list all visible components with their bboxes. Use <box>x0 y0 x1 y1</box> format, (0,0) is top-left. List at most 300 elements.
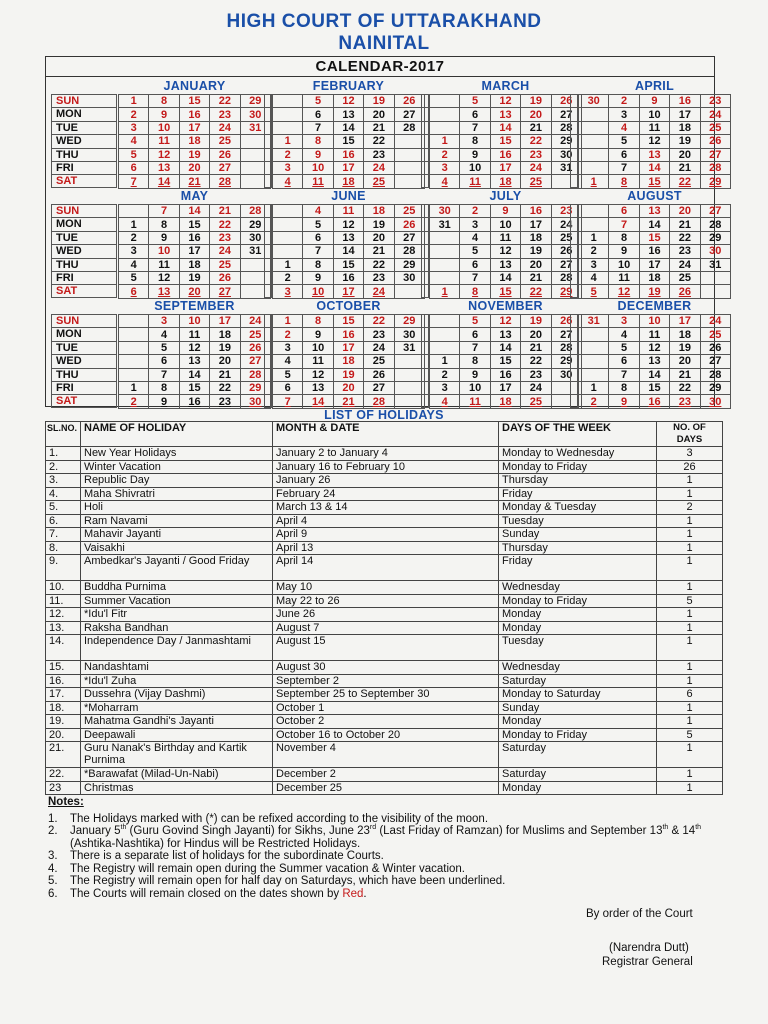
date-cell: 13 <box>333 231 363 244</box>
spacer-cell <box>421 204 429 217</box>
date-cell: 8 <box>149 218 179 231</box>
date-cell: 8 <box>303 258 333 271</box>
holiday-date: August 15 <box>273 635 499 661</box>
date-cell: 21 <box>521 271 551 284</box>
date-cell: 23 <box>521 368 551 381</box>
holiday-days: 1 <box>657 514 723 528</box>
holiday-sl-no: 17. <box>46 688 81 702</box>
empty-cell <box>579 218 609 231</box>
date-cell: 13 <box>149 161 179 174</box>
empty-cell <box>430 315 460 328</box>
empty-cell <box>119 205 149 218</box>
holiday-name: Holi <box>81 501 273 515</box>
date-cell: 8 <box>303 135 333 148</box>
holiday-date: January 2 to January 4 <box>273 447 499 461</box>
holiday-row <box>46 635 723 661</box>
date-cell: 29 <box>551 135 581 148</box>
date-cell: 17 <box>490 381 520 394</box>
day-labels-spacer <box>264 94 272 188</box>
date-cell: 6 <box>273 381 303 394</box>
note-text: January 5th (Guru Govind Singh Jayanti) for Sikhs, June 23rd (Last Friday of Ramzan) for Muslims and September 13th & 14th (Ashtika-Nashtika) for Hindus will be Restricted Holidays. <box>70 824 702 850</box>
date-cell: 9 <box>609 245 639 258</box>
date-cell: 5 <box>119 148 149 161</box>
date-cell: 27 <box>210 161 240 174</box>
holiday-sl-no: 19. <box>46 715 81 729</box>
date-cell: 30 <box>240 108 270 121</box>
date-cell: 20 <box>521 328 551 341</box>
date-cell: 11 <box>609 271 639 284</box>
holiday-name: Ram Navami <box>81 514 273 528</box>
date-cell: 29 <box>240 381 270 394</box>
notes-heading: Notes: <box>48 796 84 808</box>
date-cell: 9 <box>303 148 333 161</box>
col-holiday-name: NAME OF HOLIDAY <box>81 422 273 447</box>
date-cell: 15 <box>333 135 363 148</box>
date-cell: 29 <box>700 175 730 188</box>
holiday-name: Deepawali <box>81 728 273 742</box>
holiday-sl-no: 12. <box>46 608 81 622</box>
date-cell: 22 <box>521 355 551 368</box>
date-cell: 8 <box>460 135 490 148</box>
day-label: MON <box>51 327 117 340</box>
date-cell: 4 <box>430 395 460 408</box>
day-label: THU <box>51 368 117 381</box>
date-cell: 27 <box>700 205 730 218</box>
day-label: SUN <box>51 204 117 217</box>
date-cell: 31 <box>700 258 730 271</box>
holiday-days: 1 <box>657 742 723 768</box>
spacer-cell <box>421 244 429 257</box>
holiday-row <box>46 608 723 622</box>
holiday-name: Nandashtami <box>81 661 273 675</box>
date-cell: 23 <box>210 231 240 244</box>
date-cell: 7 <box>609 161 639 174</box>
holiday-name: Mahatma Gandhi's Jayanti <box>81 715 273 729</box>
date-cell: 24 <box>521 381 551 394</box>
holiday-sl-no: 9. <box>46 555 81 581</box>
date-cell: 11 <box>149 135 179 148</box>
date-cell: 24 <box>521 161 551 174</box>
day-labels <box>51 94 117 188</box>
holiday-date: April 13 <box>273 541 499 555</box>
date-cell: 7 <box>303 121 333 134</box>
date-cell: 5 <box>460 95 490 108</box>
note-number: 4. <box>48 862 58 875</box>
date-cell: 21 <box>521 121 551 134</box>
date-cell: 22 <box>670 231 700 244</box>
date-cell: 16 <box>490 368 520 381</box>
holiday-sl-no: 4. <box>46 487 81 501</box>
spacer-cell <box>264 174 272 187</box>
date-cell: 24 <box>364 285 394 298</box>
date-cell: 15 <box>639 381 669 394</box>
date-cell: 1 <box>273 258 303 271</box>
date-cell: 14 <box>149 175 179 188</box>
date-cell: 20 <box>333 381 363 394</box>
month-november <box>429 298 582 407</box>
holiday-date: December 2 <box>273 768 499 782</box>
empty-cell <box>394 148 424 161</box>
holiday-date: April 14 <box>273 555 499 581</box>
month-april <box>578 78 731 187</box>
date-cell: 12 <box>179 341 209 354</box>
date-cell: 20 <box>179 161 209 174</box>
day-labels-spacer <box>421 204 429 298</box>
date-cell: 28 <box>551 121 581 134</box>
date-cell: 9 <box>303 328 333 341</box>
spacer-cell <box>421 271 429 284</box>
date-cell: 22 <box>364 258 394 271</box>
spacer-cell <box>264 134 272 147</box>
date-cell: 18 <box>670 121 700 134</box>
notes-list <box>48 813 728 901</box>
holiday-weekday: Thursday <box>499 474 657 488</box>
day-label: THU <box>51 148 117 161</box>
date-cell: 9 <box>303 271 333 284</box>
spacer-cell <box>264 354 272 367</box>
day-label: SAT <box>51 394 117 407</box>
date-cell: 22 <box>364 135 394 148</box>
date-cell: 14 <box>639 368 669 381</box>
holiday-row <box>46 460 723 474</box>
date-cell: 22 <box>521 285 551 298</box>
note-item <box>48 850 728 863</box>
date-cell: 29 <box>551 355 581 368</box>
day-labels-spacer <box>570 94 578 188</box>
month-may <box>118 188 271 297</box>
date-cell: 8 <box>303 315 333 328</box>
holiday-table-body <box>46 447 723 795</box>
date-cell: 20 <box>210 355 240 368</box>
date-cell: 27 <box>364 381 394 394</box>
date-cell: 12 <box>333 218 363 231</box>
holiday-weekday: Monday to Wednesday <box>499 447 657 461</box>
date-cell: 12 <box>303 368 333 381</box>
holiday-days: 1 <box>657 487 723 501</box>
date-cell: 11 <box>490 231 520 244</box>
month-june <box>272 188 425 297</box>
month-name: APRIL <box>635 79 674 93</box>
date-cell: 21 <box>670 218 700 231</box>
day-labels-spacer <box>264 204 272 298</box>
date-cell: 7 <box>460 121 490 134</box>
date-cell: 23 <box>670 395 700 408</box>
date-cell: 10 <box>460 381 490 394</box>
date-cell: 1 <box>119 218 149 231</box>
date-cell: 3 <box>273 341 303 354</box>
holiday-name: Winter Vacation <box>81 460 273 474</box>
date-cell: 27 <box>551 108 581 121</box>
empty-cell <box>579 355 609 368</box>
holiday-weekday: Monday & Tuesday <box>499 501 657 515</box>
empty-cell <box>430 258 460 271</box>
date-cell: 26 <box>364 368 394 381</box>
date-cell: 18 <box>179 135 209 148</box>
holiday-sl-no: 22. <box>46 768 81 782</box>
date-cell: 18 <box>521 231 551 244</box>
date-cell: 6 <box>119 161 149 174</box>
month-october <box>272 298 425 407</box>
spacer-cell <box>570 381 578 394</box>
date-cell: 25 <box>364 355 394 368</box>
holiday-row <box>46 715 723 729</box>
spacer-cell <box>421 107 429 120</box>
day-labels-spacer <box>421 94 429 188</box>
date-cell: 16 <box>179 108 209 121</box>
date-cell: 23 <box>551 205 581 218</box>
date-cell: 2 <box>273 328 303 341</box>
holiday-days: 1 <box>657 621 723 635</box>
date-cell: 5 <box>303 218 333 231</box>
date-cell: 14 <box>490 271 520 284</box>
holiday-days: 1 <box>657 555 723 581</box>
spacer-cell <box>421 314 429 327</box>
day-label: MON <box>51 217 117 230</box>
date-cell: 9 <box>490 205 520 218</box>
spacer-cell <box>264 394 272 407</box>
date-cell: 7 <box>273 395 303 408</box>
holiday-name: Buddha Purnima <box>81 581 273 595</box>
date-cell: 11 <box>639 328 669 341</box>
date-cell: 9 <box>149 108 179 121</box>
date-cell: 24 <box>210 245 240 258</box>
holiday-name: *Idu'l Fitr <box>81 608 273 622</box>
date-cell: 30 <box>551 368 581 381</box>
date-cell: 8 <box>149 95 179 108</box>
date-cell: 24 <box>364 341 394 354</box>
date-cell: 30 <box>579 95 609 108</box>
date-cell: 7 <box>460 341 490 354</box>
month-grid <box>118 314 271 409</box>
day-labels-spacer <box>421 314 429 408</box>
date-cell: 25 <box>521 395 551 408</box>
date-cell: 17 <box>521 218 551 231</box>
date-cell: 19 <box>521 95 551 108</box>
date-cell: 8 <box>609 175 639 188</box>
empty-cell <box>700 285 730 298</box>
holiday-date: January 26 <box>273 474 499 488</box>
date-cell: 10 <box>303 161 333 174</box>
date-cell: 13 <box>490 258 520 271</box>
holiday-weekday: Sunday <box>499 528 657 542</box>
spacer-cell <box>570 204 578 217</box>
spacer-cell <box>570 121 578 134</box>
spacer-cell <box>264 381 272 394</box>
holiday-days: 1 <box>657 715 723 729</box>
date-cell: 5 <box>149 341 179 354</box>
date-cell: 15 <box>333 258 363 271</box>
date-cell: 26 <box>670 285 700 298</box>
holiday-date: March 13 & 14 <box>273 501 499 515</box>
month-grid <box>118 94 271 189</box>
spacer-cell <box>570 394 578 407</box>
date-cell: 6 <box>460 258 490 271</box>
date-cell: 6 <box>119 285 149 298</box>
spacer-cell <box>570 217 578 230</box>
day-label: THU <box>51 258 117 271</box>
holiday-date: April 4 <box>273 514 499 528</box>
signatory-name: (Narendra Dutt) <box>609 942 689 954</box>
empty-cell <box>119 355 149 368</box>
holiday-date: October 16 to October 20 <box>273 728 499 742</box>
holiday-days: 1 <box>657 541 723 555</box>
date-cell: 27 <box>210 285 240 298</box>
holiday-date: October 2 <box>273 715 499 729</box>
date-cell: 27 <box>551 328 581 341</box>
date-cell: 30 <box>700 395 730 408</box>
date-cell: 1 <box>579 381 609 394</box>
spacer-cell <box>264 107 272 120</box>
holiday-days: 1 <box>657 661 723 675</box>
day-labels <box>51 204 117 298</box>
day-label: WED <box>51 354 117 367</box>
date-cell: 11 <box>149 258 179 271</box>
date-cell: 3 <box>119 121 149 134</box>
date-cell: 14 <box>333 121 363 134</box>
empty-cell <box>430 341 460 354</box>
date-cell: 17 <box>333 161 363 174</box>
date-cell: 21 <box>210 205 240 218</box>
date-cell: 18 <box>639 271 669 284</box>
date-cell: 21 <box>364 245 394 258</box>
date-cell: 20 <box>521 108 551 121</box>
holiday-sl-no: 8. <box>46 541 81 555</box>
date-cell: 4 <box>430 175 460 188</box>
month-grid <box>272 204 425 299</box>
date-cell: 11 <box>460 175 490 188</box>
date-cell: 12 <box>490 315 520 328</box>
date-cell: 15 <box>179 381 209 394</box>
date-cell: 17 <box>639 258 669 271</box>
date-cell: 25 <box>210 135 240 148</box>
date-cell: 13 <box>333 108 363 121</box>
date-cell: 1 <box>430 355 460 368</box>
holiday-sl-no: 5. <box>46 501 81 515</box>
note-item <box>48 813 728 826</box>
date-cell: 19 <box>670 341 700 354</box>
holiday-weekday: Thursday <box>499 541 657 555</box>
date-cell: 2 <box>119 108 149 121</box>
date-cell: 19 <box>364 218 394 231</box>
holiday-row <box>46 528 723 542</box>
holiday-days: 26 <box>657 460 723 474</box>
date-cell: 13 <box>179 355 209 368</box>
spacer-cell <box>264 161 272 174</box>
date-cell: 26 <box>210 271 240 284</box>
holiday-sl-no: 20. <box>46 728 81 742</box>
empty-cell <box>430 271 460 284</box>
year-calendar <box>45 56 722 408</box>
date-cell: 25 <box>700 121 730 134</box>
date-cell: 22 <box>210 381 240 394</box>
month-grid <box>272 314 425 409</box>
date-cell: 6 <box>303 231 333 244</box>
date-cell: 24 <box>240 315 270 328</box>
date-cell: 8 <box>609 231 639 244</box>
date-cell: 23 <box>364 271 394 284</box>
spacer-cell <box>421 354 429 367</box>
date-cell: 29 <box>551 285 581 298</box>
holiday-list-title: LIST OF HOLIDAYS <box>324 408 444 422</box>
date-cell: 4 <box>119 258 149 271</box>
col-days-of-week: DAYS OF THE WEEK <box>499 422 657 447</box>
holiday-sl-no: 1. <box>46 447 81 461</box>
empty-cell <box>579 108 609 121</box>
spacer-cell <box>570 134 578 147</box>
holiday-sl-no: 6. <box>46 514 81 528</box>
court-location-heading: NAINITAL <box>338 33 430 54</box>
holiday-weekday: Monday to Saturday <box>499 688 657 702</box>
holiday-days: 3 <box>657 447 723 461</box>
date-cell: 13 <box>639 205 669 218</box>
date-cell: 10 <box>490 218 520 231</box>
date-cell: 27 <box>240 355 270 368</box>
spacer-cell <box>570 231 578 244</box>
date-cell: 9 <box>149 395 179 408</box>
date-cell: 19 <box>521 245 551 258</box>
month-name: JULY <box>489 189 522 203</box>
date-cell: 17 <box>179 121 209 134</box>
date-cell: 31 <box>430 218 460 231</box>
date-cell: 25 <box>700 328 730 341</box>
date-cell: 30 <box>700 245 730 258</box>
date-cell: 2 <box>609 95 639 108</box>
date-cell: 6 <box>460 108 490 121</box>
date-cell: 10 <box>303 285 333 298</box>
date-cell: 17 <box>179 245 209 258</box>
date-cell: 13 <box>149 285 179 298</box>
empty-cell <box>579 121 609 134</box>
date-cell: 6 <box>609 355 639 368</box>
note-text: The Registry will remain open during the Summer vacation & Winter vacation. <box>70 862 466 875</box>
month-name: JANUARY <box>163 79 226 93</box>
date-cell: 12 <box>333 95 363 108</box>
spacer-cell <box>570 107 578 120</box>
empty-cell <box>119 368 149 381</box>
note-number: 5. <box>48 875 58 887</box>
holiday-weekday: Monday to Friday <box>499 460 657 474</box>
month-name: MAY <box>180 189 209 203</box>
empty-cell <box>579 205 609 218</box>
date-cell: 12 <box>639 135 669 148</box>
date-cell: 21 <box>521 341 551 354</box>
date-cell: 22 <box>670 381 700 394</box>
date-cell: 27 <box>700 148 730 161</box>
date-cell: 20 <box>364 231 394 244</box>
spacer-cell <box>570 368 578 381</box>
date-cell: 7 <box>119 175 149 188</box>
date-cell: 29 <box>394 258 424 271</box>
date-cell: 26 <box>551 245 581 258</box>
date-cell: 26 <box>210 148 240 161</box>
date-cell: 6 <box>303 108 333 121</box>
date-cell: 25 <box>521 175 551 188</box>
holiday-sl-no: 21. <box>46 742 81 768</box>
note-text: The Holidays marked with (*) can be refixed according to the visibility of the moon. <box>70 812 489 825</box>
holiday-date: May 10 <box>273 581 499 595</box>
month-january <box>118 78 271 187</box>
date-cell: 30 <box>430 205 460 218</box>
date-cell: 20 <box>670 355 700 368</box>
holiday-days: 5 <box>657 594 723 608</box>
date-cell: 2 <box>579 395 609 408</box>
date-cell: 30 <box>551 148 581 161</box>
spacer-cell <box>264 121 272 134</box>
date-cell: 21 <box>179 175 209 188</box>
holiday-date: January 16 to February 10 <box>273 460 499 474</box>
date-cell: 12 <box>490 95 520 108</box>
holiday-date: February 24 <box>273 487 499 501</box>
